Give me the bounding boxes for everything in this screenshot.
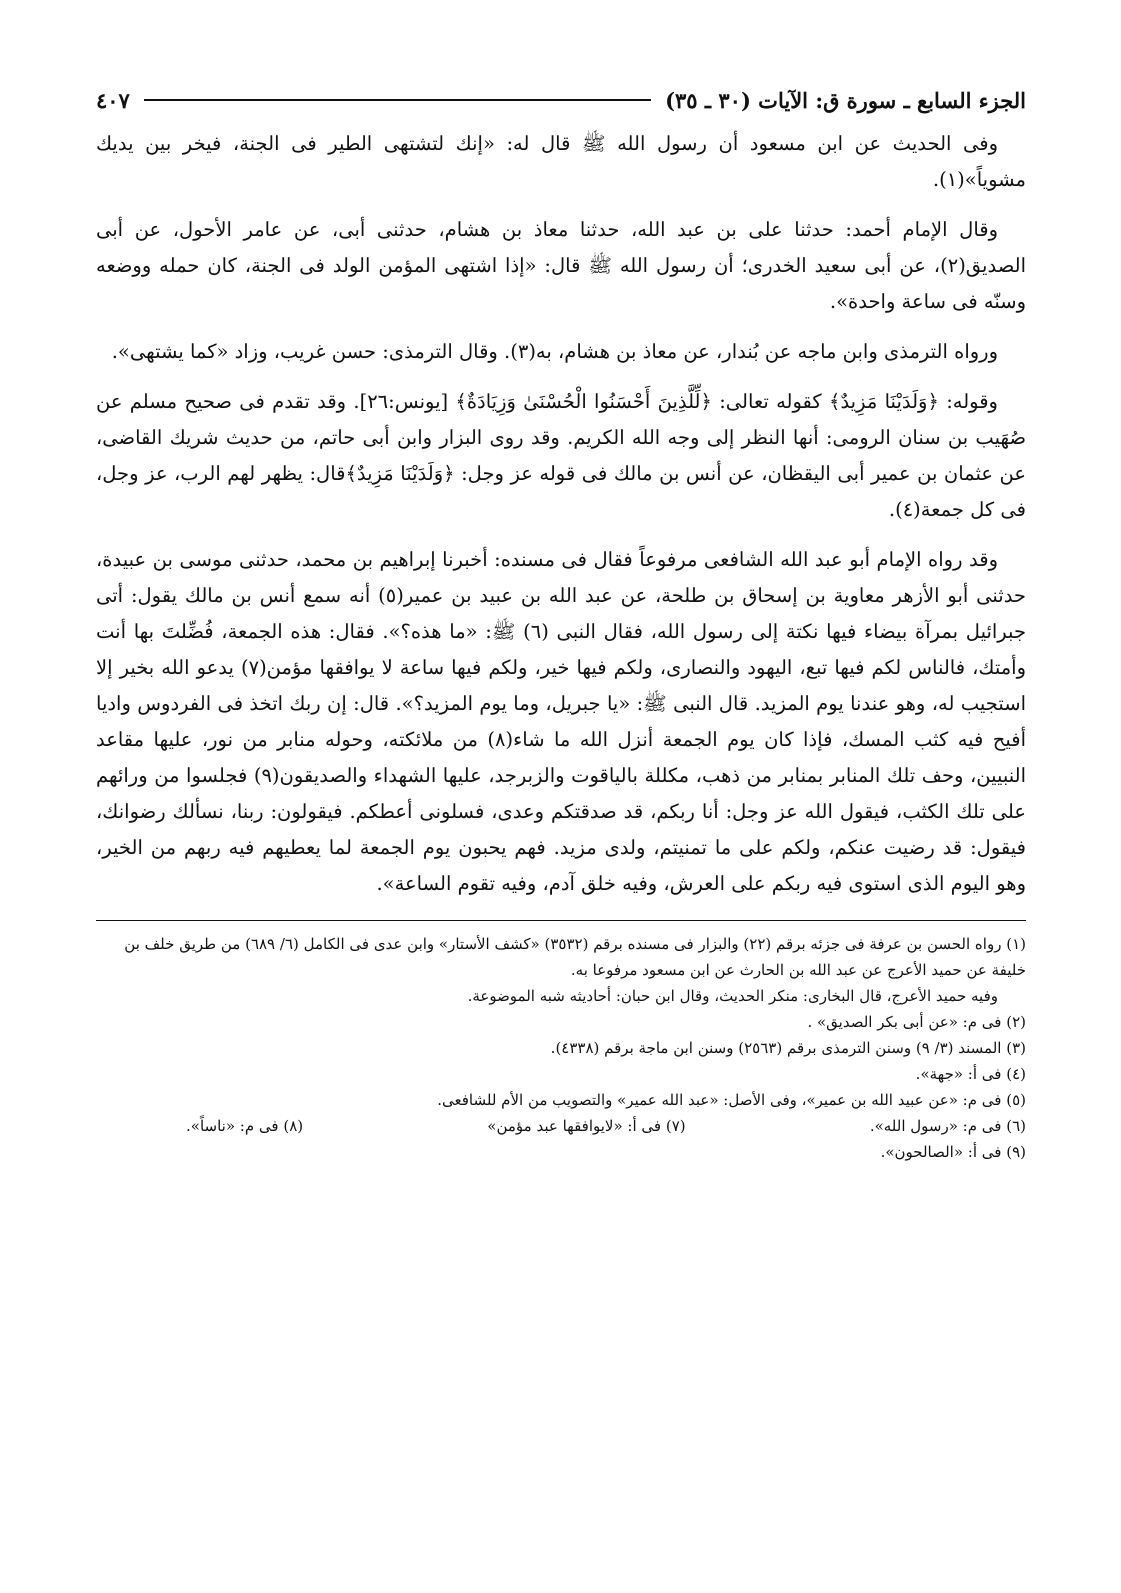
paragraph: وقوله: ﴿وَلَدَيْنَا مَزِيدٌ﴾ كقوله تعالى: ﴿لِّلَّذِينَ أَحْسَنُوا الْحُسْنَىٰ وَزِيَادَةٌ﴾ [يونس:٢٦]. وقد تقدم فى صحيح مسلم عن صُهَيب بن سنان الرومى: أنها النظر إلى وجه الله الكريم. وقد روى البزار وابن أبى حاتم، من حديث شريك القاضى، عن عثمان بن عمير أبى اليقظان، عن أنس بن مالك فى قوله عز وجل: ﴿وَلَدَيْنَا مَزِيدٌ﴾قال: يظهر لهم الرب، عز وجل، فى كل جمعة(٤). — [96, 390, 1026, 521]
footnote-6: (٦) فى م: «رسول الله». — [869, 1117, 1026, 1135]
footnotes — [96, 931, 1026, 1165]
footnote-7: (٧) فى أ: «لايوافقها عبد مؤمن» — [487, 1117, 686, 1135]
footnote-3: (٣) المسند (٣/ ٩) وسنن الترمذى برقم (٢٥٦٣) وسنن ابن ماجة برقم (٤٣٣٨). — [550, 1039, 1026, 1057]
footnote-2: (٢) فى م: «عن أبى بكر الصديق» . — [807, 1013, 1026, 1031]
footnote-1: (١) رواه الحسن بن عرفة فى جزئه برقم (٢٢) والبزار فى مسنده برقم (٣٥٣٢) «كشف الأستار» وابن عدى فى الكامل (٦/ ٦٨٩) من طريق خلف بن خليفة عن حميد الأعرج عن عبد الله بن الحارث عن ابن مسعود مرفوعا به. — [124, 935, 1026, 979]
paragraph: وفى الحديث عن ابن مسعود أن رسول الله ﷺ قال له: «إنك لتشتهى الطير فى الجنة، فيخر بين يديك مشوياً»(١). — [96, 132, 1026, 191]
paragraph: وقال الإمام أحمد: حدثنا على بن عبد الله، حدثنا معاذ بن هشام، حدثنى أبى، عن عامر الأحول، عن أبى الصديق(٢)، عن أبى سعيد الخدرى؛ أن رسول الله ﷺ قال: «إذا اشتهى المؤمن الولد فى الجنة، كان حمله ووضعه وسنّه فى ساعة واحدة». — [96, 218, 1026, 313]
paragraph: وقد رواه الإمام أبو عبد الله الشافعى مرفوعاً فقال فى مسنده: أخبرنا إبراهيم بن محمد، حدثنى موسى بن عبيدة، حدثنى أبو الأزهر معاوية بن إسحاق بن طلحة، عن عبد الله بن عبيد بن عمير(٥) أنه سمع أنس بن مالك يقول: أتى جبرائيل بمرآة بيضاء فيها نكتة إلى رسول الله، فقال النبى (٦) ﷺ: «ما هذه؟». فقال: هذه الجمعة، فُضِّلتَ بها أنت وأمتك، فالناس لكم فيها تبع، اليهود والنصارى، ولكم فيها خير، ولكم فيها ساعة لا يوافقها مؤمن(٧) يدعو الله بخير إلا استجيب له، وهو عندنا يوم المزيد. قال النبى ﷺ: «يا جبريل، وما يوم المزيد؟». قال: إن ربك اتخذ فى الفردوس واديا أفيح فيه كثب المسك، فإذا كان يوم الجمعة أنزل الله ما شاء(٨) من ملائكته، وحوله منابر من نور، عليها مقاعد النبيين، وحف تلك المنابر بمنابر من ذهب، مكللة بالياقوت والزبرجد، عليها الشهداء والصديقون(٩) فجلسوا من ورائهم على تلك الكثب، فيقول الله عز وجل: أنا ربكم، قد صدقتكم وعدى، فسلونى أعطكم. فيقولون: ربنا، نسألك رضوانك، فيقول: قد رضيت عنكم، ولكم على ما تمنيتم، ولدى مزيد. فهم يحبون يوم الجمعة لما يعطيهم فيه ربهم من الخير، وهو اليوم الذى استوى فيه ربكم على العرش، وفيه خلق آدم، وفيه تقوم الساعة». — [96, 548, 1027, 895]
footnote-separator — [96, 920, 1026, 921]
footnote-4: (٤) فى أ: «جهة». — [915, 1065, 1026, 1083]
main-text — [96, 126, 1026, 902]
header-rule — [144, 99, 651, 101]
footnote-9: (٩) فى أ: «الصالحون». — [880, 1143, 1026, 1161]
footnote-row-6-8 — [96, 1113, 1026, 1139]
header-title: الجزء السابع ـ سورة ق: الآيات (٣٠ ـ ٣٥) — [665, 87, 1026, 113]
footnote-1-continued: وفيه حميد الأعرج، قال البخارى: منكر الحديث، وقال ابن حبان: أحاديثه شبه الموضوعة. — [467, 987, 998, 1005]
page-number: ٤٠٧ — [96, 87, 130, 113]
running-header — [96, 78, 1026, 122]
footnote-5: (٥) فى م: «عن عبيد الله بن عمير»، وفى الأصل: «عبد الله عمير» والتصويب من الأم للشافعى. — [437, 1091, 1026, 1109]
footnote-8: (٨) فى م: «ناساً». — [186, 1117, 304, 1135]
document-page — [96, 78, 1026, 1165]
paragraph: ورواه الترمذى وابن ماجه عن بُندار، عن معاذ بن هشام، به(٣). وقال الترمذى: حسن غريب، وزاد «كما يشتهى». — [111, 340, 998, 363]
